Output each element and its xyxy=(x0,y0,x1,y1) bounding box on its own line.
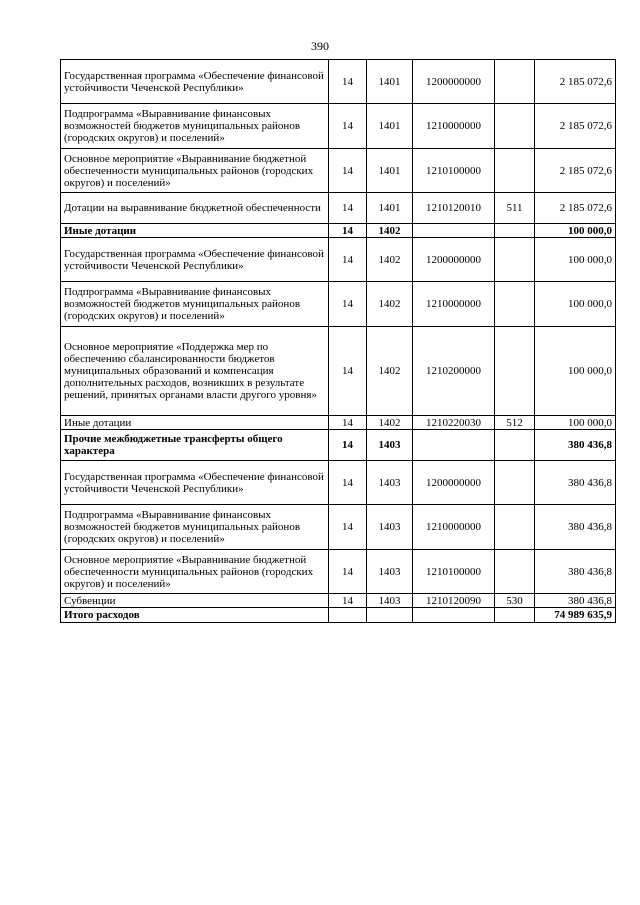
row-name: Основное мероприятие «Выравнивание бюджетной обеспеченности муниципальных районов (городских округов) и поселений» xyxy=(61,550,329,594)
row-sum: 380 436,8 xyxy=(535,461,616,505)
row-name: Государственная программа «Обеспечение финансовой устойчивости Чеченской Республики» xyxy=(61,461,329,505)
row-csr: 1210000000 xyxy=(413,282,495,327)
row-vr xyxy=(495,430,535,461)
row-vr xyxy=(495,224,535,238)
row-sum: 100 000,0 xyxy=(535,224,616,238)
row-csr: 1200000000 xyxy=(413,238,495,282)
row-vr xyxy=(495,104,535,149)
row-rz: 14 xyxy=(329,238,367,282)
row-sum: 2 185 072,6 xyxy=(535,149,616,193)
row-name: Основное мероприятие «Поддержка мер по обеспечению сбалансированности бюджетов муниципальных образований и компенсация дополнительных расходов, возникших в результате решений, принятых органами власти другого уровня» xyxy=(61,327,329,416)
row-sum: 2 185 072,6 xyxy=(535,60,616,104)
row-sum: 380 436,8 xyxy=(535,594,616,608)
row-rz: 14 xyxy=(329,594,367,608)
row-rz: 14 xyxy=(329,282,367,327)
row-rz: 14 xyxy=(329,104,367,149)
row-csr: 1210120090 xyxy=(413,594,495,608)
table-row xyxy=(61,327,616,416)
row-vr xyxy=(495,60,535,104)
row-pr: 1403 xyxy=(367,461,413,505)
table-row xyxy=(61,193,616,224)
row-vr: 530 xyxy=(495,594,535,608)
row-rz: 14 xyxy=(329,149,367,193)
page-number: 390 xyxy=(311,39,329,53)
row-sum: 74 989 635,9 xyxy=(535,608,616,623)
row-sum: 100 000,0 xyxy=(535,327,616,416)
table-row xyxy=(61,430,616,461)
row-name: Прочие межбюджетные трансферты общего характера xyxy=(61,430,329,461)
table-row xyxy=(61,505,616,550)
row-vr: 511 xyxy=(495,193,535,224)
table-row xyxy=(61,224,616,238)
budget-table xyxy=(60,59,616,623)
table-row xyxy=(61,461,616,505)
row-pr: 1402 xyxy=(367,282,413,327)
row-csr: 1200000000 xyxy=(413,461,495,505)
row-pr: 1403 xyxy=(367,430,413,461)
row-pr: 1401 xyxy=(367,193,413,224)
row-name: Государственная программа «Обеспечение финансовой устойчивости Чеченской Республики» xyxy=(61,238,329,282)
row-rz: 14 xyxy=(329,224,367,238)
row-vr xyxy=(495,327,535,416)
table-row xyxy=(61,104,616,149)
row-name: Подпрограмма «Выравнивание финансовых возможностей бюджетов муниципальных районов (городских округов) и поселений» xyxy=(61,104,329,149)
row-pr xyxy=(367,608,413,623)
row-sum: 100 000,0 xyxy=(535,238,616,282)
row-name: Субвенции xyxy=(61,594,329,608)
table-row xyxy=(61,550,616,594)
row-pr: 1402 xyxy=(367,416,413,430)
row-pr: 1403 xyxy=(367,505,413,550)
row-vr xyxy=(495,149,535,193)
row-pr: 1403 xyxy=(367,594,413,608)
budget-table-body xyxy=(61,60,616,623)
row-rz xyxy=(329,608,367,623)
row-pr: 1403 xyxy=(367,550,413,594)
row-sum: 380 436,8 xyxy=(535,550,616,594)
table-row xyxy=(61,238,616,282)
table-row xyxy=(61,416,616,430)
row-csr: 1200000000 xyxy=(413,60,495,104)
row-pr: 1402 xyxy=(367,238,413,282)
row-csr xyxy=(413,608,495,623)
row-sum: 2 185 072,6 xyxy=(535,193,616,224)
row-name: Итого расходов xyxy=(61,608,329,623)
row-pr: 1402 xyxy=(367,224,413,238)
table-row xyxy=(61,60,616,104)
row-pr: 1401 xyxy=(367,60,413,104)
table-row xyxy=(61,608,616,623)
row-vr xyxy=(495,608,535,623)
row-vr xyxy=(495,461,535,505)
row-pr: 1401 xyxy=(367,104,413,149)
row-csr: 1210000000 xyxy=(413,505,495,550)
row-vr xyxy=(495,238,535,282)
row-sum: 2 185 072,6 xyxy=(535,104,616,149)
row-csr: 1210200000 xyxy=(413,327,495,416)
row-rz: 14 xyxy=(329,505,367,550)
row-rz: 14 xyxy=(329,327,367,416)
row-csr: 1210000000 xyxy=(413,104,495,149)
table-row xyxy=(61,594,616,608)
row-csr xyxy=(413,224,495,238)
row-name: Основное мероприятие «Выравнивание бюджетной обеспеченности муниципальных районов (городских округов) и поселений» xyxy=(61,149,329,193)
row-vr xyxy=(495,282,535,327)
row-csr: 1210220030 xyxy=(413,416,495,430)
row-name: Государственная программа «Обеспечение финансовой устойчивости Чеченской Республики» xyxy=(61,60,329,104)
table-row xyxy=(61,282,616,327)
row-csr xyxy=(413,430,495,461)
row-csr: 1210120010 xyxy=(413,193,495,224)
row-sum: 100 000,0 xyxy=(535,282,616,327)
table-row xyxy=(61,149,616,193)
row-pr: 1401 xyxy=(367,149,413,193)
row-rz: 14 xyxy=(329,430,367,461)
row-rz: 14 xyxy=(329,416,367,430)
row-rz: 14 xyxy=(329,60,367,104)
row-name: Иные дотации xyxy=(61,416,329,430)
row-vr xyxy=(495,550,535,594)
row-rz: 14 xyxy=(329,550,367,594)
row-vr: 512 xyxy=(495,416,535,430)
row-pr: 1402 xyxy=(367,327,413,416)
row-name: Подпрограмма «Выравнивание финансовых возможностей бюджетов муниципальных районов (городских округов) и поселений» xyxy=(61,282,329,327)
row-sum: 380 436,8 xyxy=(535,430,616,461)
row-csr: 1210100000 xyxy=(413,550,495,594)
row-rz: 14 xyxy=(329,193,367,224)
row-sum: 380 436,8 xyxy=(535,505,616,550)
row-rz: 14 xyxy=(329,461,367,505)
row-sum: 100 000,0 xyxy=(535,416,616,430)
row-vr xyxy=(495,505,535,550)
row-name: Дотации на выравнивание бюджетной обеспеченности xyxy=(61,193,329,224)
row-csr: 1210100000 xyxy=(413,149,495,193)
row-name: Иные дотации xyxy=(61,224,329,238)
row-name: Подпрограмма «Выравнивание финансовых возможностей бюджетов муниципальных районов (городских округов) и поселений» xyxy=(61,505,329,550)
